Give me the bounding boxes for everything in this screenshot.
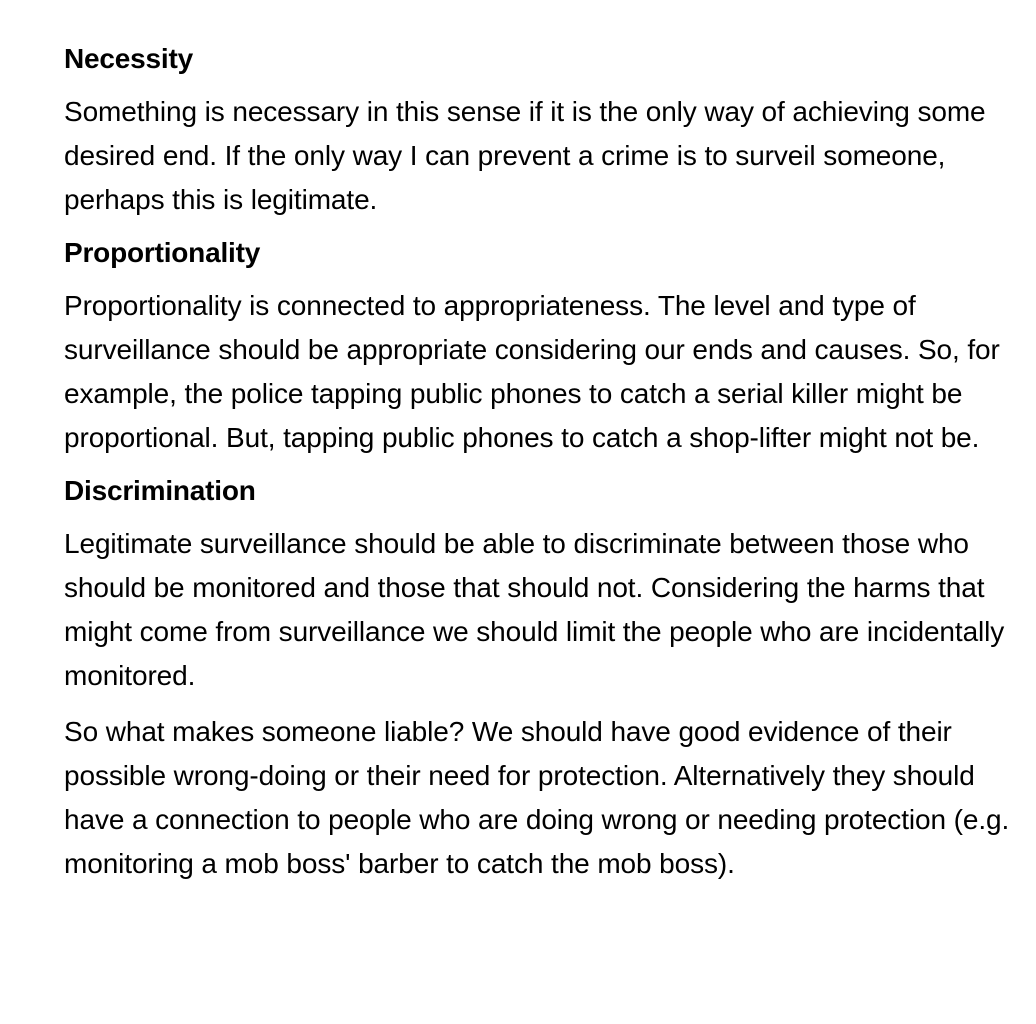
section-heading: Discrimination (64, 475, 256, 506)
section-necessity (64, 40, 1036, 222)
paragraph: So what makes someone liable? We should have good evidence of their possible wrong-doing or their need for protection. Alternatively they should have a connection to people who are doing wrong or needing protection (e.g. monitoring a mob boss' barber to catch the mob boss). (64, 716, 1010, 879)
section-proportionality (64, 234, 1036, 460)
paragraph: Proportionality is connected to appropriateness. The level and type of surveillance should be appropriate considering our ends and causes. So, for example, the police tapping public phones to catch a serial killer might be proportional. But, tapping public phones to catch a shop-lifter might not be. (64, 290, 1000, 453)
section-discrimination (64, 472, 1036, 886)
section-heading: Proportionality (64, 237, 261, 268)
paragraph: Something is necessary in this sense if it is the only way of achieving some desired end. If the only way I can prevent a crime is to surveil someone, perhaps this is legitimate. (64, 96, 986, 215)
section-heading: Necessity (64, 43, 193, 74)
paragraph: Legitimate surveillance should be able to discriminate between those who should be monitored and those that should not. Considering the harms that might come from surveillance we should limit the people who are incidentally monitored. (64, 528, 1005, 691)
article-body (64, 40, 1036, 898)
